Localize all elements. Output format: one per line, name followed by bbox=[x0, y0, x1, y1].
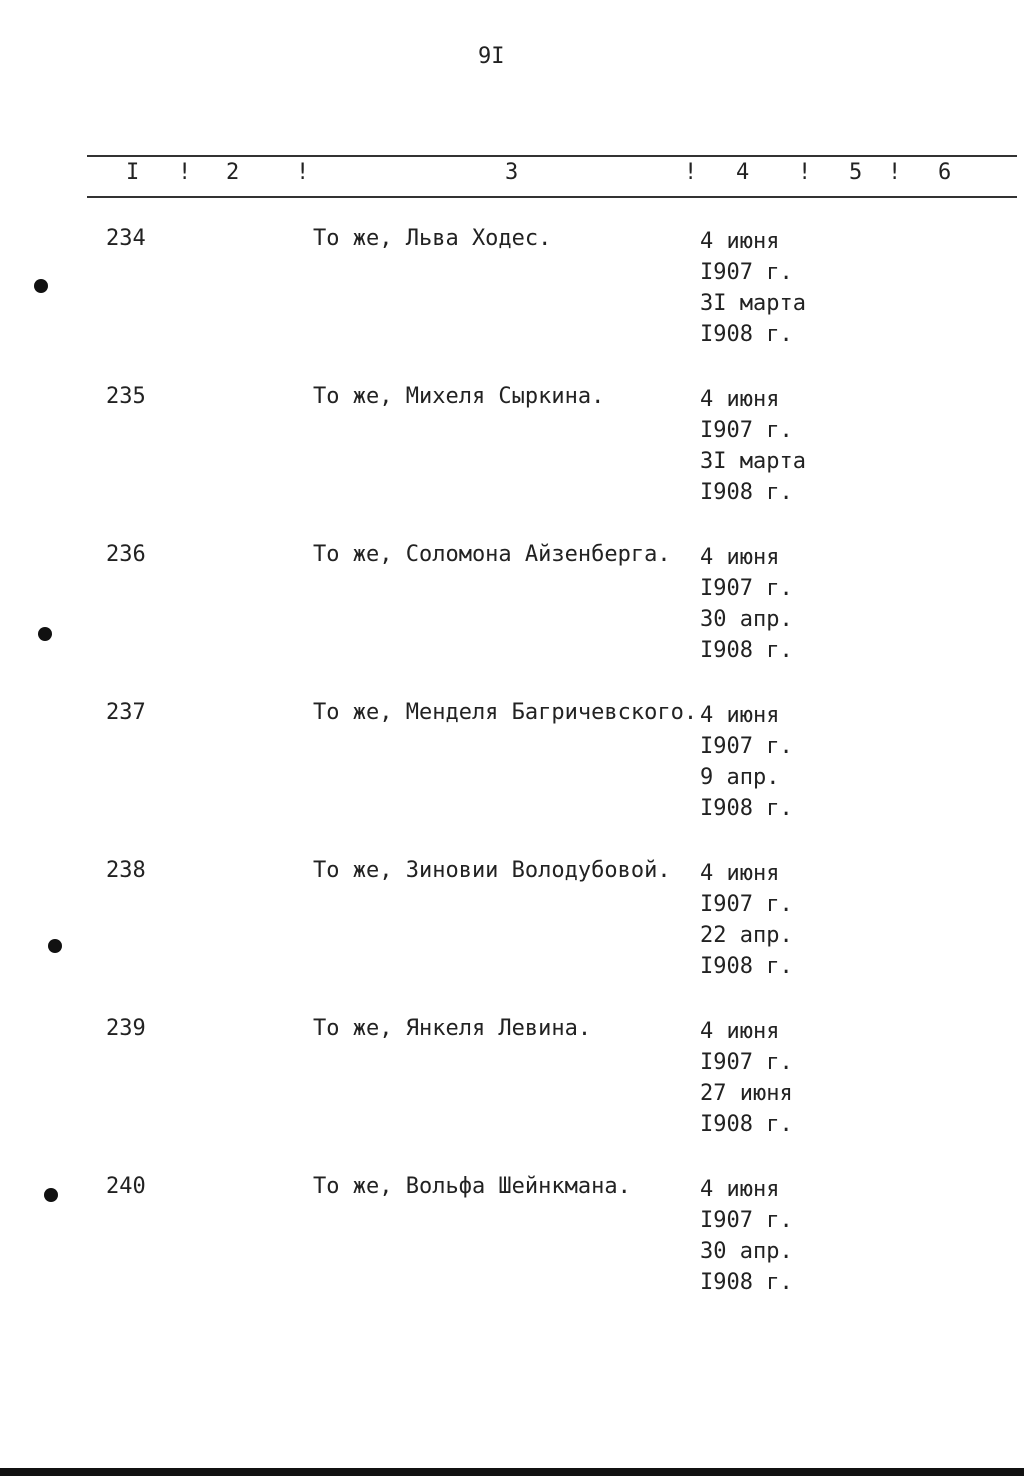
table-row bbox=[0, 226, 1024, 376]
column-separator: ! bbox=[798, 160, 812, 185]
date-line: I907 г. bbox=[700, 1050, 793, 1075]
table-row bbox=[0, 384, 1024, 534]
record-number: 239 bbox=[106, 1016, 146, 1041]
table-row bbox=[0, 700, 1024, 850]
column-header-3: 3 bbox=[505, 160, 519, 185]
date-line: 30 апр. bbox=[700, 607, 793, 632]
date-line: I908 г. bbox=[700, 638, 793, 663]
date-line: 3I марта bbox=[700, 291, 806, 316]
date-line: 9 апр. bbox=[700, 765, 780, 790]
date-line: I907 г. bbox=[700, 1208, 793, 1233]
column-separator: ! bbox=[888, 160, 902, 185]
date-line: 4 июня bbox=[700, 703, 780, 728]
date-line: 4 июня bbox=[700, 545, 780, 570]
date-line: 4 июня bbox=[700, 861, 780, 886]
record-description: То же, Вольфа Шейнкмана. bbox=[313, 1174, 631, 1199]
record-number: 236 bbox=[106, 542, 146, 567]
column-header-5: 5 bbox=[849, 160, 863, 185]
record-dates bbox=[700, 858, 793, 982]
page-number: 9I bbox=[478, 44, 505, 69]
record-number: 238 bbox=[106, 858, 146, 883]
date-line: I908 г. bbox=[700, 480, 793, 505]
column-header-6: 6 bbox=[938, 160, 952, 185]
column-header-4: 4 bbox=[736, 160, 750, 185]
table-row bbox=[0, 1174, 1024, 1324]
date-line: 27 июня bbox=[700, 1081, 793, 1106]
column-header-1: I bbox=[126, 160, 140, 185]
record-number: 237 bbox=[106, 700, 146, 725]
record-description: То же, Янкеля Левина. bbox=[313, 1016, 592, 1041]
record-dates bbox=[700, 542, 793, 666]
record-dates bbox=[700, 384, 806, 508]
column-separator: ! bbox=[684, 160, 698, 185]
date-line: 4 июня bbox=[700, 1019, 780, 1044]
column-header-2: 2 bbox=[226, 160, 240, 185]
punch-hole-mark bbox=[44, 1188, 58, 1202]
date-line: 4 июня bbox=[700, 229, 780, 254]
table-row bbox=[0, 1016, 1024, 1166]
record-description: То же, Льва Ходес. bbox=[313, 226, 552, 251]
date-line: I908 г. bbox=[700, 322, 793, 347]
date-line: 4 июня bbox=[700, 387, 780, 412]
record-description: То же, Зиновии Володубовой. bbox=[313, 858, 671, 883]
date-line: 3I марта bbox=[700, 449, 806, 474]
table-row bbox=[0, 858, 1024, 1008]
date-line: I908 г. bbox=[700, 1112, 793, 1137]
column-separator: ! bbox=[296, 160, 310, 185]
date-line: I907 г. bbox=[700, 576, 793, 601]
record-dates bbox=[700, 700, 793, 824]
table-top-rule bbox=[87, 155, 1017, 157]
date-line: I907 г. bbox=[700, 418, 793, 443]
record-number: 234 bbox=[106, 226, 146, 251]
date-line: 30 апр. bbox=[700, 1239, 793, 1264]
record-description: То же, Соломона Айзенберга. bbox=[313, 542, 671, 567]
record-dates bbox=[700, 226, 806, 350]
column-separator: ! bbox=[178, 160, 192, 185]
punch-hole-mark bbox=[34, 279, 48, 293]
record-description: То же, Менделя Багричевского. bbox=[313, 700, 698, 725]
date-line: 4 июня bbox=[700, 1177, 780, 1202]
date-line: I908 г. bbox=[700, 1270, 793, 1295]
table-row bbox=[0, 542, 1024, 692]
date-line: 22 апр. bbox=[700, 923, 793, 948]
date-line: I908 г. bbox=[700, 954, 793, 979]
date-line: I907 г. bbox=[700, 260, 793, 285]
date-line: I907 г. bbox=[700, 892, 793, 917]
date-line: I908 г. bbox=[700, 796, 793, 821]
table-header-bottom-rule bbox=[87, 196, 1017, 198]
record-number: 235 bbox=[106, 384, 146, 409]
punch-hole-mark bbox=[48, 939, 62, 953]
record-dates bbox=[700, 1016, 793, 1140]
record-number: 240 bbox=[106, 1174, 146, 1199]
record-dates bbox=[700, 1174, 793, 1298]
punch-hole-mark bbox=[38, 627, 52, 641]
scan-bottom-edge bbox=[0, 1468, 1024, 1476]
date-line: I907 г. bbox=[700, 734, 793, 759]
record-description: То же, Михеля Сыркина. bbox=[313, 384, 605, 409]
